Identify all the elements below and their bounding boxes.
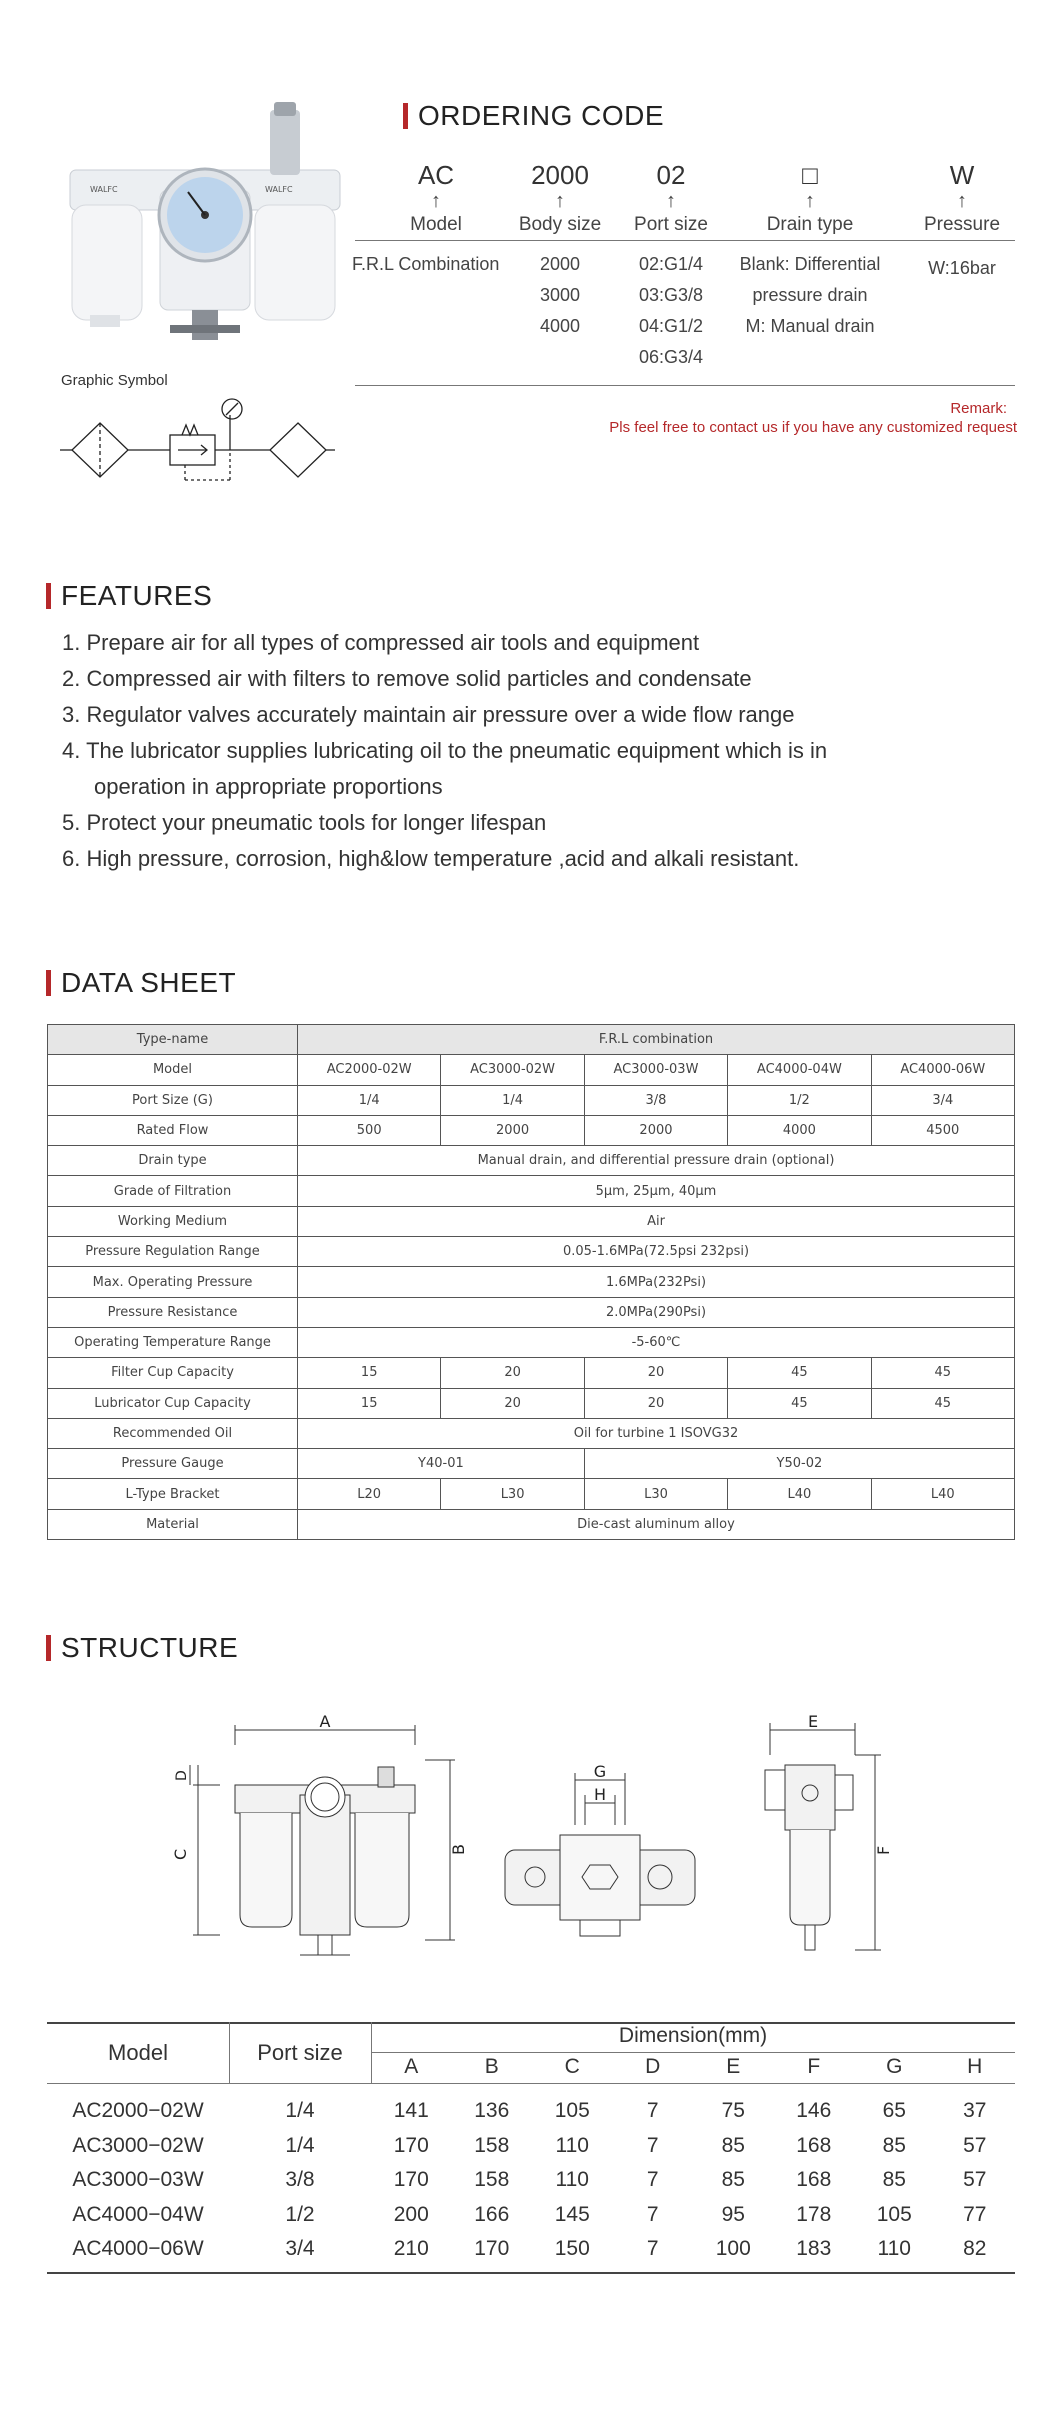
dimension-cell: 158: [474, 2133, 510, 2157]
dimension-cell: 85: [721, 2168, 745, 2192]
dimension-cell: 170: [393, 2133, 429, 2157]
dimension-cell: 37: [963, 2099, 987, 2123]
table-cell: -5-60℃: [298, 1327, 1015, 1357]
dimension-column-header: F: [807, 2055, 821, 2078]
table-cell: 20: [584, 1388, 727, 1418]
ordering-code-title: ORDERING CODE: [403, 100, 664, 132]
table-cell: AC3000-03W: [584, 1055, 727, 1085]
up-arrow-icon: ↑: [431, 190, 441, 212]
table-cell: L40: [728, 1479, 871, 1509]
table-cell: Oil for turbine 1 ISOVG32: [298, 1418, 1015, 1448]
svg-text:B: B: [449, 1844, 468, 1855]
svg-text:G: G: [593, 1762, 607, 1781]
feature-item: operation in appropriate proportions: [94, 774, 443, 799]
table-cell: 3/4: [871, 1085, 1014, 1115]
structure-drawing-front: [171, 1712, 470, 1960]
table-row: [48, 1509, 1015, 1539]
dim-bottom-rule: [47, 2272, 1015, 2274]
row-label: Port Size (G): [48, 1085, 298, 1115]
table-cell: 45: [728, 1388, 871, 1418]
up-arrow-icon: ↑: [957, 190, 967, 212]
dimension-cell: 95: [721, 2202, 745, 2226]
code-option: F.R.L Combination: [352, 254, 500, 274]
dimension-cell: 168: [796, 2168, 832, 2192]
model-cell: AC3000−03W: [72, 2168, 204, 2192]
remark-label: Remark:: [950, 400, 1007, 417]
table-row: [48, 1479, 1015, 1509]
table-cell: 500: [298, 1115, 441, 1145]
code-option: 2000: [539, 254, 581, 274]
svg-text:A: A: [319, 1712, 331, 1731]
table-cell: 2000: [441, 1115, 584, 1145]
dimension-cell: 57: [963, 2168, 987, 2192]
dimension-cell: 105: [876, 2202, 912, 2226]
title-accent-bar: [46, 1635, 51, 1661]
port-cell: 1/4: [285, 2099, 315, 2123]
row-label: Operating Temperature Range: [48, 1327, 298, 1357]
port-cell: 3/8: [285, 2168, 315, 2192]
code-option: W:16bar: [928, 258, 996, 278]
table-cell: 3/8: [584, 1085, 727, 1115]
table-cell: L30: [584, 1479, 727, 1509]
code-segment: 2000: [531, 160, 589, 190]
dimension-values: [371, 2099, 1015, 2123]
table-cell: AC4000-06W: [871, 1055, 1014, 1085]
port-cell: 3/4: [285, 2237, 315, 2261]
dimension-column-header: G: [886, 2055, 903, 2078]
dimension-cell: 7: [646, 2133, 659, 2157]
dimension-cell: 100: [715, 2237, 751, 2261]
table-cell: 1.6MPa(232Psi): [298, 1267, 1015, 1297]
table-row: [48, 1055, 1015, 1085]
table-cell: Air: [298, 1206, 1015, 1236]
dimension-cell: 145: [554, 2202, 590, 2226]
features-list: [62, 625, 827, 877]
dimension-cell: 200: [393, 2202, 429, 2226]
svg-text:H: H: [593, 1785, 607, 1804]
row-label: Model: [48, 1055, 298, 1085]
table-cell: 15: [298, 1358, 441, 1388]
code-option: 03:G3/8: [638, 285, 704, 305]
table-cell: AC3000-02W: [441, 1055, 584, 1085]
dimension-cell: 65: [882, 2099, 906, 2123]
port-cell: 1/4: [285, 2133, 315, 2157]
row-label: Filter Cup Capacity: [48, 1358, 298, 1388]
table-cell: Type-name: [48, 1025, 298, 1055]
table-row: [48, 1085, 1015, 1115]
code-option: 4000: [539, 316, 581, 336]
dimension-cell: 7: [646, 2202, 659, 2226]
dimension-column-header: E: [726, 2055, 741, 2078]
dimension-cell: 85: [721, 2133, 745, 2157]
dimension-rows: [47, 2094, 1015, 2267]
code-segment: W: [949, 160, 975, 190]
table-cell: Manual drain, and differential pressure drain (optional): [298, 1146, 1015, 1176]
product-image: [60, 100, 350, 340]
datasheet-title: DATA SHEET: [46, 967, 236, 999]
table-cell: 2000: [584, 1115, 727, 1145]
table-row: [47, 2094, 1015, 2129]
port-cell: 1/2: [285, 2202, 315, 2226]
up-arrow-icon: ↑: [666, 190, 676, 212]
ordering-code-header-rule: [355, 240, 1015, 241]
code-segment-label: Body size: [518, 214, 602, 235]
dimension-cell: 82: [963, 2237, 987, 2261]
code-segment-label: Port size: [634, 214, 708, 235]
svg-text:D: D: [174, 1770, 190, 1781]
code-option: 04:G1/2: [638, 316, 704, 336]
row-label: Pressure Regulation Range: [48, 1237, 298, 1267]
row-label: Max. Operating Pressure: [48, 1267, 298, 1297]
code-option: 3000: [539, 285, 581, 305]
svg-text:F: F: [874, 1845, 893, 1855]
row-label: Pressure Gauge: [48, 1449, 298, 1479]
dimension-cell: 136: [474, 2099, 510, 2123]
dimension-cell: 170: [393, 2168, 429, 2192]
row-label: Grade of Filtration: [48, 1176, 298, 1206]
table-cell: 4500: [871, 1115, 1014, 1145]
table-row: [48, 1267, 1015, 1297]
structure-title: STRUCTURE: [46, 1632, 238, 1664]
ordering-code-values: [872, 253, 1052, 284]
ordering-code-column: [872, 160, 1052, 236]
feature-item: 2. Compressed air with filters to remove solid particles and condensate: [62, 666, 752, 691]
table-cell: AC4000-04W: [728, 1055, 871, 1085]
model-cell: AC4000−04W: [72, 2202, 204, 2226]
table-cell: 0.05-1.6MPa(72.5psi 232psi): [298, 1237, 1015, 1267]
table-row: [47, 2232, 1015, 2267]
table-row: [48, 1237, 1015, 1267]
table-cell: F.R.L combination: [298, 1025, 1015, 1055]
dim-header-rule: [371, 2052, 1015, 2053]
table-row: [48, 1206, 1015, 1236]
dimension-header: Dimension(mm): [618, 2024, 768, 2047]
table-cell: 20: [584, 1358, 727, 1388]
table-cell: 45: [871, 1358, 1014, 1388]
dimension-cell: 75: [721, 2099, 745, 2123]
table-row: [48, 1115, 1015, 1145]
table-row: [47, 2129, 1015, 2164]
svg-text:WALFC: WALFC: [265, 185, 293, 194]
dimension-cell: 57: [963, 2133, 987, 2157]
features-title: FEATURES: [46, 580, 212, 612]
row-label: Lubricator Cup Capacity: [48, 1388, 298, 1418]
table-row: [48, 1418, 1015, 1448]
feature-item: 3. Regulator valves accurately maintain air pressure over a wide flow range: [62, 702, 795, 727]
dimension-column-header: A: [404, 2055, 419, 2078]
table-cell: 20: [441, 1358, 584, 1388]
model-header: Model: [108, 2040, 168, 2065]
code-option: 06:G3/4: [638, 347, 704, 367]
table-cell: Y40-01: [298, 1449, 585, 1479]
table-row: [48, 1025, 1015, 1055]
dimension-cell: 146: [796, 2099, 832, 2123]
svg-text:E: E: [807, 1712, 819, 1731]
table-row: [48, 1449, 1015, 1479]
dimension-values: [371, 2134, 1015, 2158]
table-cell: L30: [441, 1479, 584, 1509]
structure-drawing-side: [755, 1712, 895, 1960]
table-row: [47, 2198, 1015, 2233]
code-segment: AC: [417, 160, 455, 190]
dimension-cell: 85: [882, 2168, 906, 2192]
title-accent-bar: [46, 970, 51, 996]
svg-text:C: C: [171, 1848, 190, 1860]
dimension-cell: 85: [882, 2133, 906, 2157]
dimension-cell: 110: [555, 2168, 589, 2192]
code-option: pressure drain: [752, 285, 868, 305]
table-row: [48, 1176, 1015, 1206]
dimension-column-headers: [371, 2055, 1015, 2079]
dimension-column-header: B: [484, 2055, 499, 2078]
table-cell: 5μm, 25μm, 40μm: [298, 1176, 1015, 1206]
dimension-cell: 210: [393, 2237, 429, 2261]
graphic-symbol: [60, 395, 335, 485]
table-cell: 1/2: [728, 1085, 871, 1115]
row-label: L-Type Bracket: [48, 1479, 298, 1509]
remark-text: Pls feel free to contact us if you have any customized request: [609, 419, 1017, 436]
table-cell: 1/4: [298, 1085, 441, 1115]
dimension-column-header: H: [967, 2055, 983, 2078]
graphic-symbol-label: Graphic Symbol: [61, 372, 168, 389]
dimension-cell: 7: [646, 2237, 659, 2261]
table-row: [48, 1297, 1015, 1327]
dimension-cell: 158: [474, 2168, 510, 2192]
table-cell: 2.0MPa(290Psi): [298, 1297, 1015, 1327]
table-cell: 45: [871, 1388, 1014, 1418]
datasheet-table-wrap: [47, 1024, 1015, 1540]
code-segment: □: [802, 160, 818, 190]
model-cell: AC3000−02W: [72, 2133, 204, 2157]
table-row: [48, 1327, 1015, 1357]
dimension-cell: 110: [877, 2237, 911, 2261]
dimension-cell: 178: [796, 2202, 832, 2226]
title-accent-bar: [46, 583, 51, 609]
title-accent-bar: [403, 103, 408, 129]
row-label: Material: [48, 1509, 298, 1539]
table-row: [48, 1358, 1015, 1388]
feature-item: 6. High pressure, corrosion, high&low temperature ,acid and alkali resistant.: [62, 846, 800, 871]
dim-header-rule: [47, 2083, 1015, 2084]
table-cell: 45: [728, 1358, 871, 1388]
table-cell: AC2000-02W: [298, 1055, 441, 1085]
dimension-column-header: C: [564, 2055, 580, 2078]
dimension-values: [371, 2237, 1015, 2261]
structure-drawing-top: [500, 1762, 700, 1940]
dimension-values: [371, 2203, 1015, 2227]
dimension-cell: 183: [796, 2237, 832, 2261]
dimension-column-header: D: [645, 2055, 661, 2078]
dimension-cell: 168: [796, 2133, 832, 2157]
dimension-cell: 105: [554, 2099, 590, 2123]
dimension-cell: 7: [646, 2099, 659, 2123]
table-cell: Y50-02: [584, 1449, 1014, 1479]
feature-item: 1. Prepare air for all types of compressed air tools and equipment: [62, 630, 700, 655]
dimension-cell: 141: [393, 2099, 429, 2123]
code-option: Blank: Differential: [739, 254, 881, 274]
code-segment-label: Pressure: [923, 214, 1001, 235]
dimension-cell: 7: [646, 2168, 659, 2192]
row-label: Pressure Resistance: [48, 1297, 298, 1327]
row-label: Drain type: [48, 1146, 298, 1176]
table-cell: 20: [441, 1388, 584, 1418]
dimension-cell: 110: [555, 2133, 589, 2157]
port-size-header: Port size: [257, 2040, 343, 2065]
model-cell: AC4000−06W: [72, 2237, 204, 2261]
table-row: [48, 1388, 1015, 1418]
code-option: M: Manual drain: [745, 316, 875, 336]
dimension-cell: 77: [963, 2202, 987, 2226]
row-label: Rated Flow: [48, 1115, 298, 1145]
dimension-cell: 150: [554, 2237, 590, 2261]
row-label: Working Medium: [48, 1206, 298, 1236]
dimension-cell: 166: [474, 2202, 510, 2226]
table-cell: 4000: [728, 1115, 871, 1145]
up-arrow-icon: ↑: [555, 190, 565, 212]
table-cell: L40: [871, 1479, 1014, 1509]
code-option: 02:G1/4: [638, 254, 704, 274]
row-label: Recommended Oil: [48, 1418, 298, 1448]
code-segment: 02: [656, 160, 686, 190]
table-cell: L20: [298, 1479, 441, 1509]
table-cell: 15: [298, 1388, 441, 1418]
feature-item: 4. The lubricator supplies lubricating oil to the pneumatic equipment which is in: [62, 738, 828, 763]
code-segment-label: Drain type: [766, 214, 854, 235]
svg-text:WALFC: WALFC: [90, 185, 118, 194]
feature-item: 5. Protect your pneumatic tools for longer lifespan: [62, 810, 547, 835]
dimension-values: [371, 2168, 1015, 2192]
table-cell: Die-cast aluminum alloy: [298, 1509, 1015, 1539]
datasheet-table: [47, 1024, 1015, 1540]
table-cell: 1/4: [441, 1085, 584, 1115]
table-row: [47, 2163, 1015, 2198]
up-arrow-icon: ↑: [805, 190, 815, 212]
table-row: [48, 1146, 1015, 1176]
code-segment-label: Model: [410, 214, 462, 235]
dimension-cell: 170: [474, 2237, 510, 2261]
model-cell: AC2000−02W: [72, 2099, 204, 2123]
ordering-code-footer-rule: [355, 385, 1015, 386]
